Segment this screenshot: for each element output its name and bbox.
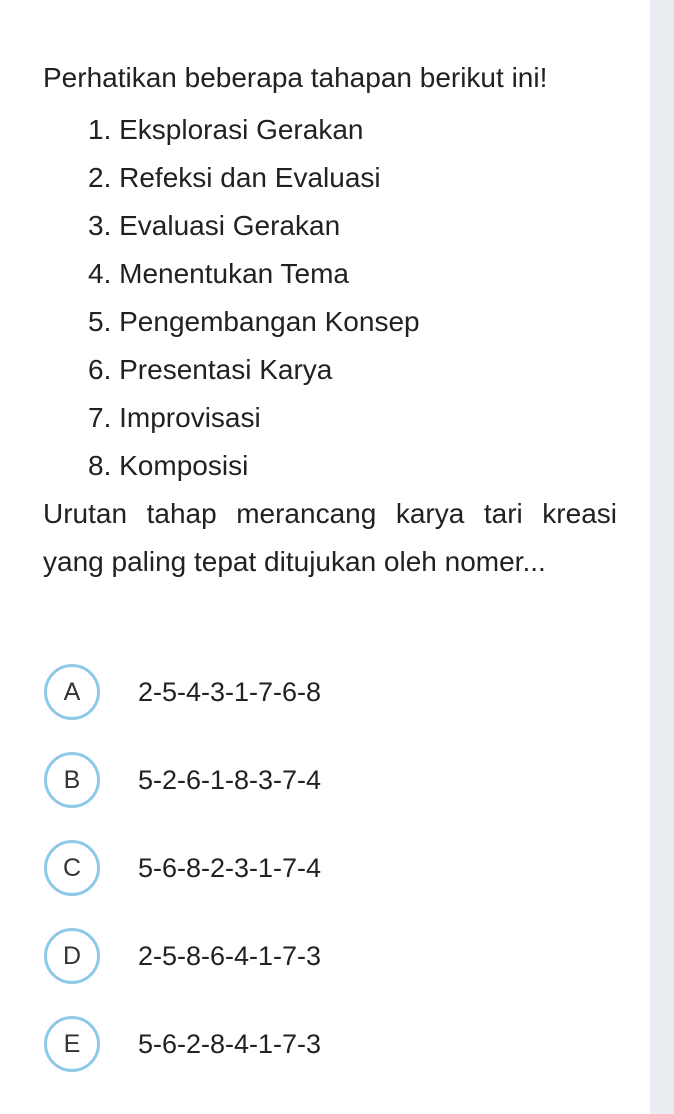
option-c[interactable]: [44, 838, 544, 898]
question-intro: Perhatikan beberapa tahapan berikut ini!: [43, 62, 548, 93]
step-item: 7. Improvisasi: [88, 402, 261, 433]
step-item: 1. Eksplorasi Gerakan: [88, 114, 364, 145]
step-item: 6. Presentasi Karya: [88, 354, 333, 385]
steps-list: [88, 106, 420, 490]
option-b[interactable]: [44, 750, 544, 810]
step-item: 3. Evaluasi Gerakan: [88, 210, 341, 241]
step-item: 8. Komposisi: [88, 450, 249, 481]
question-prompt: Urutan tahap merancang karya tari kreasi yang paling tepat ditujukan oleh nomer...: [43, 498, 617, 577]
side-panel-strip: [650, 0, 674, 1114]
step-item: 5. Pengembangan Konsep: [88, 306, 420, 337]
option-e[interactable]: [44, 1014, 544, 1074]
step-item: 4. Menentukan Tema: [88, 258, 349, 289]
step-item: 2. Refeksi dan Evaluasi: [88, 162, 381, 193]
option-letter-bubble[interactable]: E: [44, 1016, 100, 1072]
option-letter-bubble[interactable]: B: [44, 752, 100, 808]
option-letter-bubble[interactable]: D: [44, 928, 100, 984]
option-text: 2-5-4-3-1-7-6-8: [138, 676, 322, 707]
option-text: 5-6-8-2-3-1-7-4: [138, 852, 322, 883]
option-a[interactable]: [44, 662, 544, 722]
option-letter-bubble[interactable]: C: [44, 840, 100, 896]
option-d[interactable]: [44, 926, 544, 986]
option-letter-bubble[interactable]: A: [44, 664, 100, 720]
option-text: 5-2-6-1-8-3-7-4: [138, 764, 322, 795]
option-text: 5-6-2-8-4-1-7-3: [138, 1028, 322, 1059]
option-text: 2-5-8-6-4-1-7-3: [138, 940, 322, 971]
